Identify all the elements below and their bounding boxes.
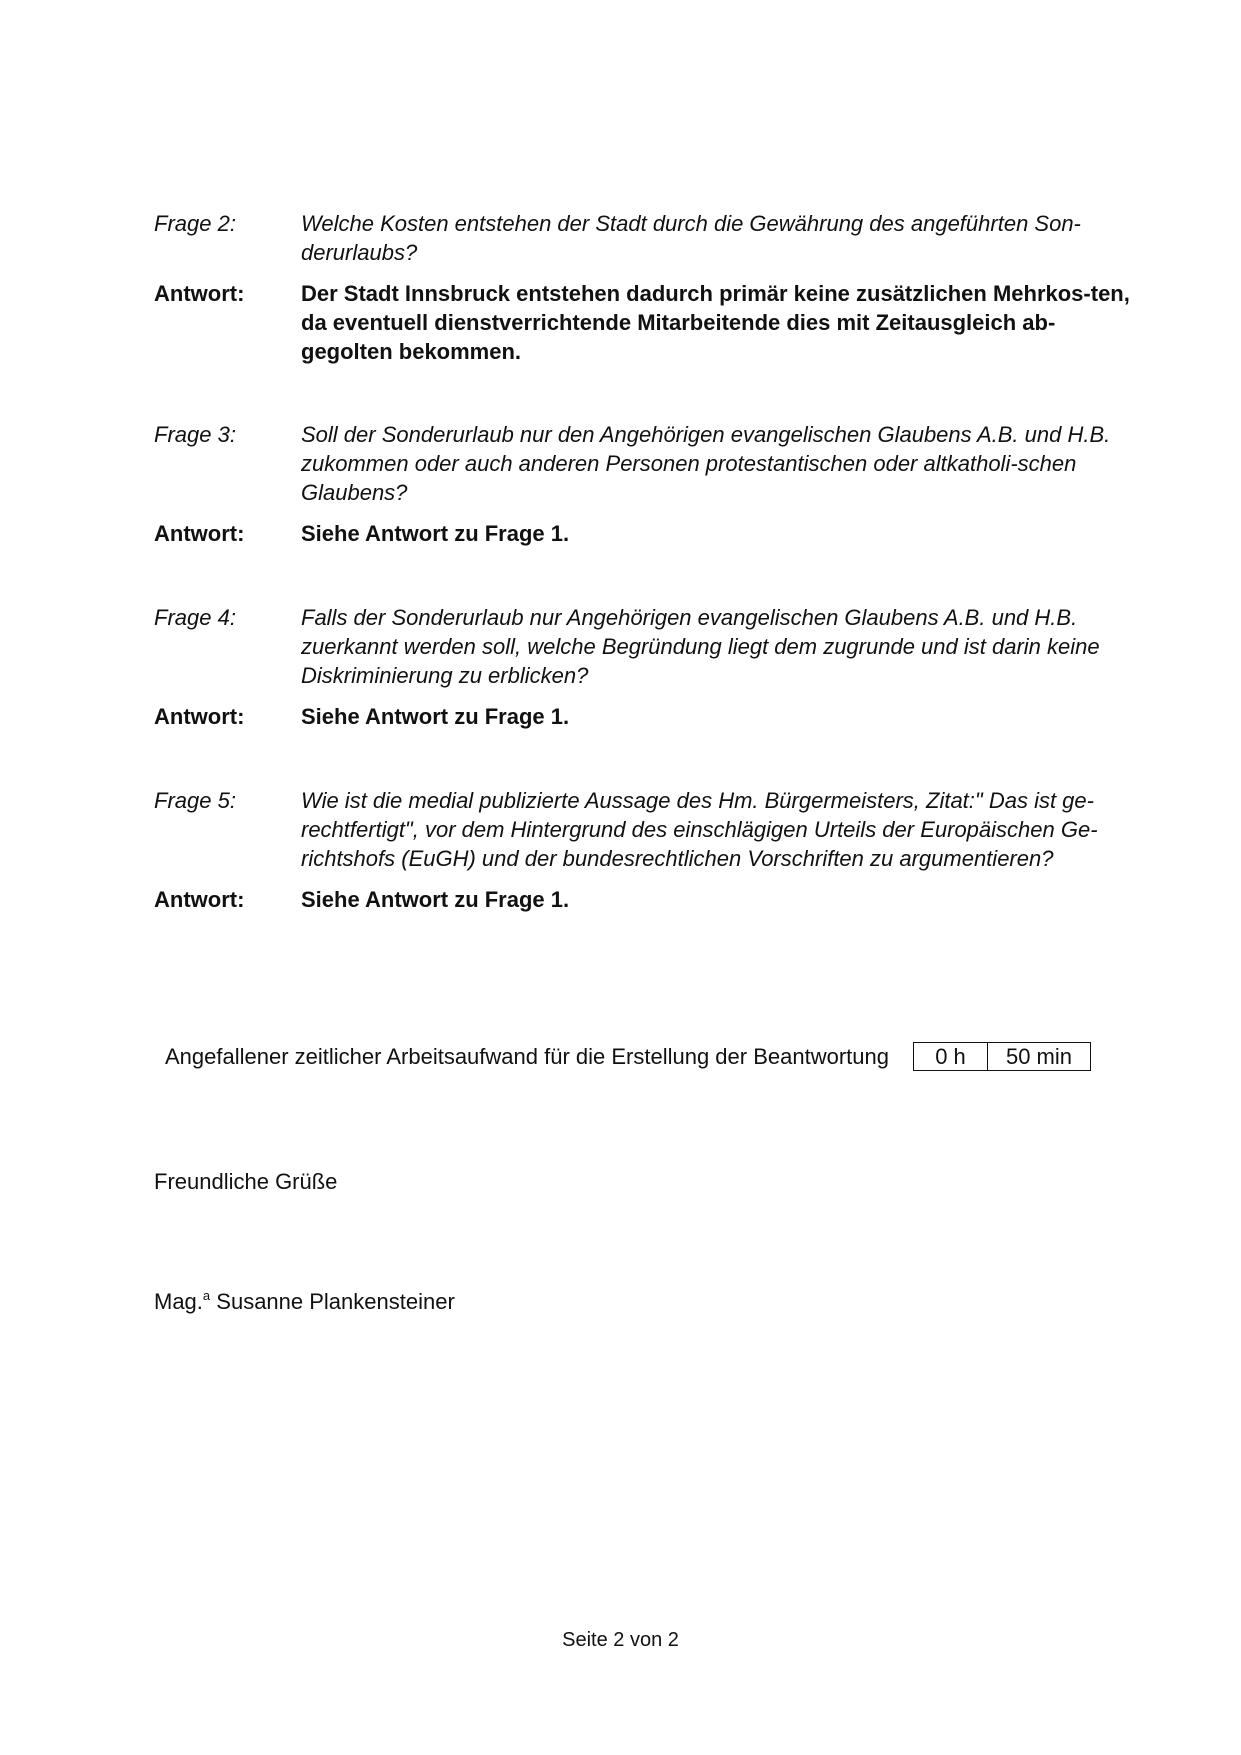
- answer-text: Siehe Antwort zu Frage 1.: [301, 704, 570, 729]
- answer-label: Antwort:: [154, 887, 245, 912]
- question-row: [154, 603, 1144, 690]
- answer-row: [154, 519, 1144, 548]
- question-text: Soll der Sonderurlaub nur den Angehörigen evangelischen Glaubens A.B. und H.B. zukommen oder auch anderen Personen protestantischen oder altkatholi-schen Glaubens?: [301, 422, 1111, 505]
- question-label: Frage 5:: [154, 788, 236, 813]
- signature: [154, 1281, 455, 1316]
- closing-greeting: Freundliche Grüße: [154, 1169, 338, 1194]
- qa-block-frage-2: [154, 209, 1144, 366]
- answer-label: Antwort:: [154, 704, 245, 729]
- signature-title: Mag.: [154, 1289, 203, 1314]
- question-row: [154, 420, 1144, 507]
- effort-line: [165, 1042, 1091, 1071]
- answer-row: [154, 885, 1144, 914]
- question-row: [154, 786, 1144, 873]
- qa-block-frage-5: [154, 786, 1144, 914]
- signature-name: Susanne Plankensteiner: [216, 1289, 455, 1314]
- qa-block-frage-3: [154, 420, 1144, 548]
- question-text: Wie ist die medial publizierte Aussage des Hm. Bürgermeisters, Zitat:" Das ist ge-rechtfertigt", vor dem Hintergrund des einschlägigen Urteils der Europäischen Ge-richtshofs (EuGH) und der bundesrechtlichen Vorschriften zu argumentieren?: [301, 788, 1098, 871]
- question-label: Frage 3:: [154, 422, 236, 447]
- answer-label: Antwort:: [154, 521, 245, 546]
- answer-text: Der Stadt Innsbruck entstehen dadurch primär keine zusätzlichen Mehrkos-ten, da eventuell dienstverrichtende Mitarbeitende dies mit Zeitausgleich ab-gegolten bekommen.: [301, 281, 1130, 364]
- effort-label: Angefallener zeitlicher Arbeitsaufwand für die Erstellung der Beantwortung: [165, 1043, 889, 1069]
- question-label: Frage 2:: [154, 211, 236, 236]
- question-text: Welche Kosten entstehen der Stadt durch die Gewährung des angeführten Son-derurlaubs?: [301, 211, 1081, 265]
- question-label: Frage 4:: [154, 605, 236, 630]
- effort-hours: 0 h: [914, 1043, 988, 1070]
- signature-title-superscript: a: [202, 1288, 211, 1303]
- page-number: Seite 2 von 2: [562, 1629, 679, 1651]
- effort-minutes: 50 min: [1005, 1044, 1072, 1069]
- qa-block-frage-4: [154, 603, 1144, 731]
- answer-row: [154, 279, 1144, 366]
- answer-row: [154, 702, 1144, 731]
- effort-table: [913, 1042, 1091, 1071]
- answer-label: Antwort:: [154, 281, 245, 306]
- answer-text: Siehe Antwort zu Frage 1.: [301, 887, 570, 912]
- question-text: Falls der Sonderurlaub nur Angehörigen evangelischen Glaubens A.B. und H.B. zuerkannt werden soll, welche Begründung liegt dem zugrunde und ist darin keine Diskriminierung zu erblicken?: [301, 605, 1100, 688]
- question-row: [154, 209, 1144, 267]
- answer-text: Siehe Antwort zu Frage 1.: [301, 521, 570, 546]
